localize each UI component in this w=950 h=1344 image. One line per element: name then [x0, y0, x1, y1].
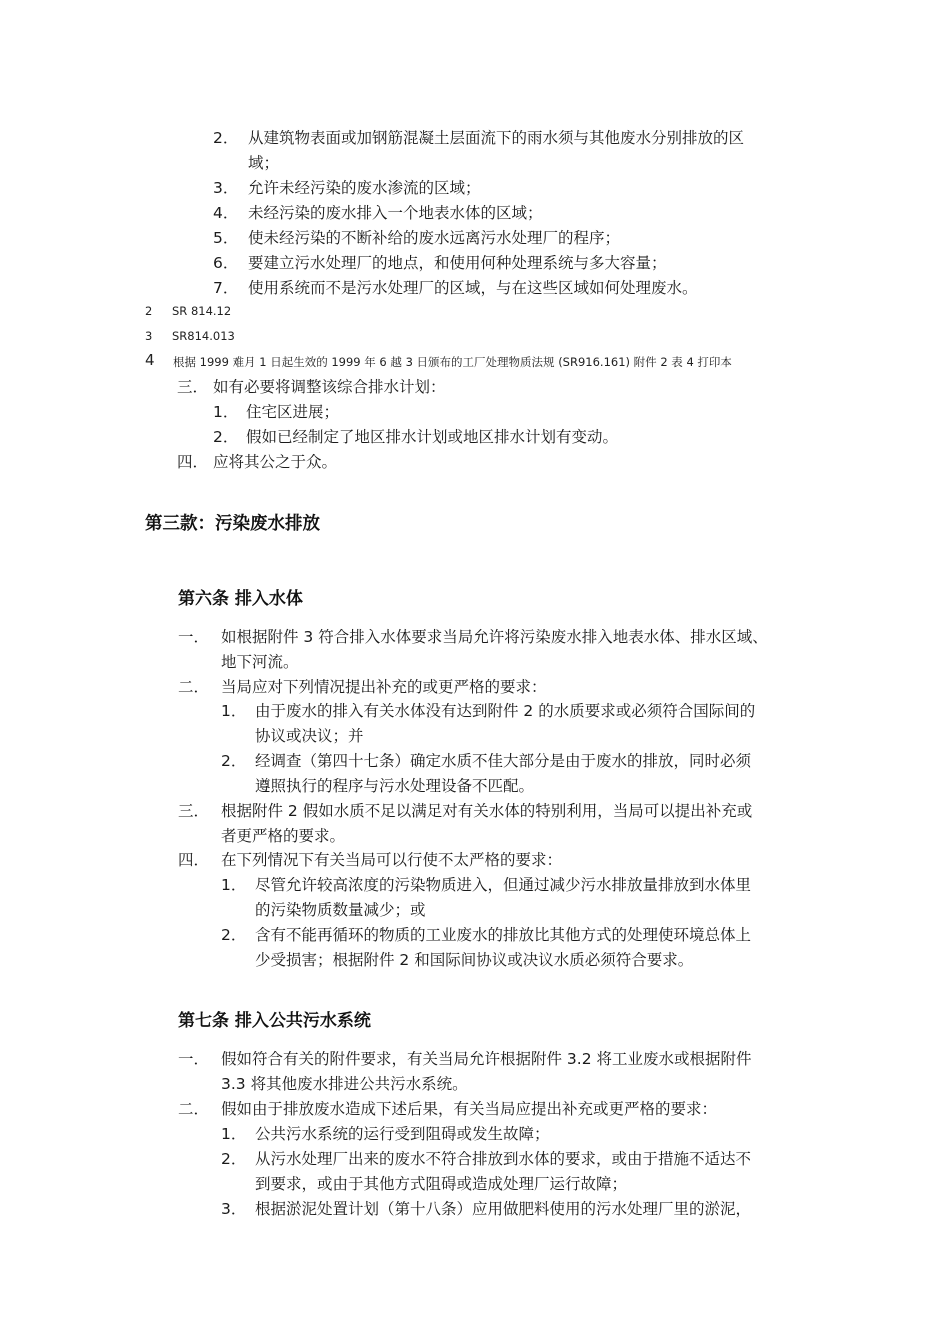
list-text-continuation: 到要求，或由于其他方式阻碍或造成处理厂运行故障；	[255, 1175, 628, 1193]
list-text: 从污水处理厂出来的废水不符合排放到水体的要求，或由于措施不适达不	[255, 1150, 752, 1168]
clause-text: 应将其公之于众。	[213, 453, 338, 471]
list-text: 假如已经制定了地区排水计划或地区排水计划有变动。	[246, 428, 619, 446]
list-text-continuation: 少受损害；根据附件 2 和国际间协议或决议水质必须符合要求。	[255, 951, 694, 969]
list-number: 7．	[213, 279, 239, 297]
list-text: 公共污水系统的运行受到阻碍或发生故障；	[255, 1125, 550, 1143]
list-number: 3．	[221, 1200, 247, 1218]
clause-number: 一．	[178, 1050, 210, 1068]
clause-number: 四．	[178, 851, 210, 869]
list-text-continuation: 的污染物质数量减少；或	[255, 901, 426, 919]
list-number: 2．	[221, 926, 247, 944]
list-number: 1．	[221, 1125, 247, 1143]
article-title: 第七条 排入公共污水系统	[178, 1011, 371, 1031]
clause-text: 当局应对下列情况提出补充的或更严格的要求：	[221, 678, 547, 696]
clause-number: 三．	[177, 378, 209, 396]
clause-number: 二．	[178, 1100, 210, 1118]
footnote-number: 2	[145, 304, 153, 318]
list-text-continuation: 协议或决议；并	[255, 727, 364, 745]
list-number: 1．	[221, 876, 247, 894]
list-number: 2．	[213, 428, 239, 446]
list-text: 根据淤泥处置计划（第十八条）应用做肥料使用的污水处理厂里的淤泥，	[255, 1200, 752, 1218]
footnote-text: 根据 1999 难月 1 日起生效的 1999 年 6 越 3 日颁布的工厂处理物质法规 (SR916.161) 附件 2 表 4 打印本	[173, 355, 732, 369]
clause-text: 假如由于排放废水造成下述后果，有关当局应提出补充或更严格的要求：	[221, 1100, 718, 1118]
list-text: 允许未经污染的废水渗流的区域；	[248, 179, 481, 197]
list-number: 5．	[213, 229, 239, 247]
list-text: 经调查（第四十七条）确定水质不佳大部分是由于废水的排放，同时必须	[255, 752, 752, 770]
clause-number: 三．	[178, 802, 210, 820]
footnote-number: 3	[145, 329, 153, 343]
clause-text-continuation: 3.3 将其他废水排进公共污水系统。	[221, 1075, 468, 1093]
clause-number: 四．	[177, 453, 209, 471]
clause-text: 在下列情况下有关当局可以行使不太严格的要求：	[221, 851, 563, 869]
list-text-continuation: 遵照执行的程序与污水处理设备不匹配。	[255, 777, 535, 795]
list-number: 3．	[213, 179, 239, 197]
clause-number: 一．	[178, 628, 210, 646]
list-number: 1．	[213, 403, 239, 421]
list-number: 1．	[221, 702, 247, 720]
footnote-text: SR814.013	[172, 329, 235, 343]
clause-text: 如根据附件 3 符合排入水体要求当局允许将污染废水排入地表水体、排水区域、	[221, 628, 768, 646]
list-text: 含有不能再循环的物质的工业废水的排放比其他方式的处理使环境总体上	[255, 926, 752, 944]
footnote-text: SR 814.12	[172, 304, 232, 318]
list-number: 2．	[213, 129, 239, 147]
list-text: 使用系统而不是污水处理厂的区域，与在这些区域如何处理废水。	[248, 279, 698, 297]
list-text: 未经污染的废水排入一个地表水体的区域；	[248, 204, 543, 222]
article-title: 第六条 排入水体	[178, 589, 303, 609]
clause-text: 如有必要将调整该综合排水计划：	[213, 378, 446, 396]
clause-number: 二．	[178, 678, 210, 696]
clause-text: 根据附件 2 假如水质不足以满足对有关水体的特别利用，当局可以提出补充或	[221, 802, 753, 820]
list-text: 要建立污水处理厂的地点，和使用何种处理系统与多大容量；	[248, 254, 667, 272]
list-text: 由于废水的排入有关水体没有达到附件 2 的水质要求或必须符合国际间的	[255, 702, 756, 720]
list-text: 使未经污染的不断补给的废水远离污水处理厂的程序；	[248, 229, 621, 247]
clause-text-continuation: 地下河流。	[221, 653, 299, 671]
list-number: 6．	[213, 254, 239, 272]
list-text-continuation: 域；	[248, 154, 280, 172]
clause-text: 假如符合有关的附件要求，有关当局允许根据附件 3.2 将工业废水或根据附件	[221, 1050, 752, 1068]
list-text: 尽管允许较高浓度的污染物质进入，但通过减少污水排放量排放到水体里	[255, 876, 752, 894]
clause-text-continuation: 者更严格的要求。	[221, 827, 346, 845]
list-number: 4．	[213, 204, 239, 222]
list-text: 从建筑物表面或加钢筋混凝土层面流下的雨水须与其他废水分别排放的区	[248, 129, 745, 147]
list-number: 2．	[221, 1150, 247, 1168]
list-number: 2．	[221, 752, 247, 770]
list-text: 住宅区进展；	[246, 403, 340, 421]
footnote-number: 4	[145, 351, 155, 369]
section-heading: 第三款：污染废水排放	[145, 514, 320, 534]
